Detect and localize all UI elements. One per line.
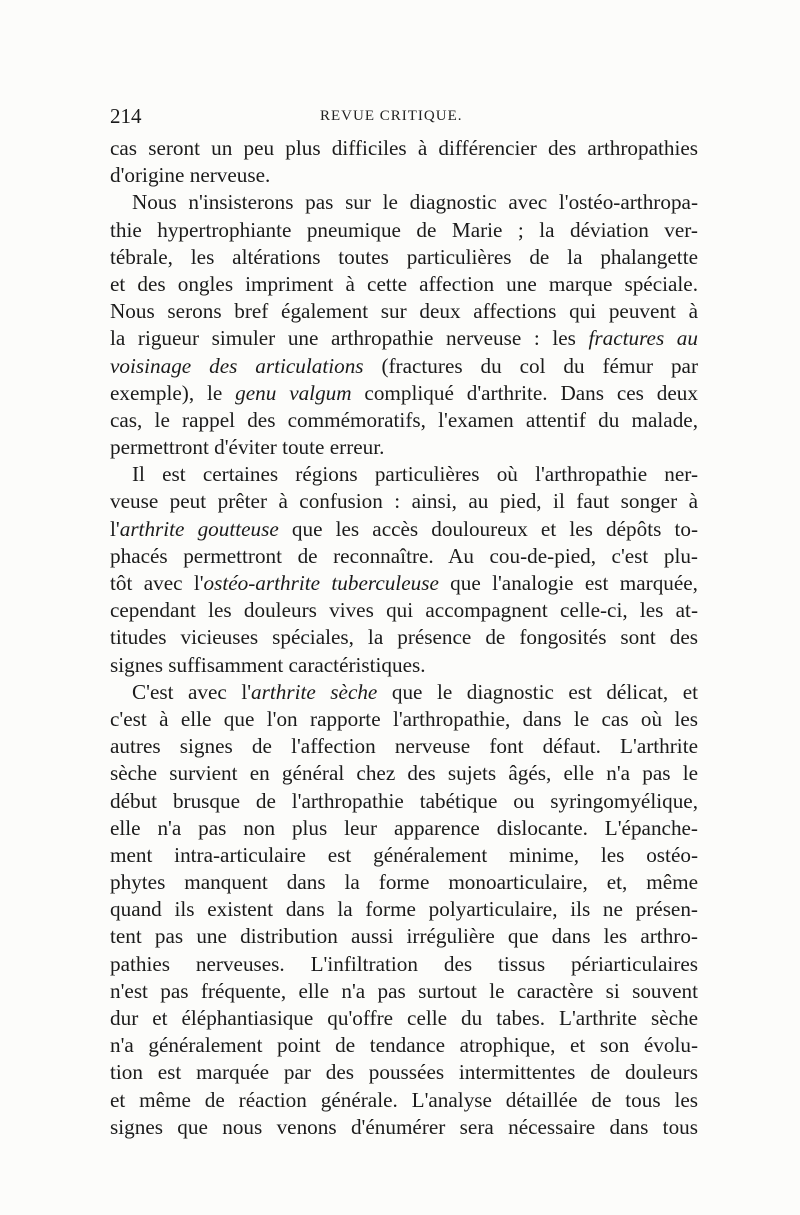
text-line: autres signes de l'affection nerveuse font défaut. L'arthrite [110, 734, 698, 759]
text-line: voisinage des articulations (fractures du col du fémur par [110, 353, 698, 378]
italic-term: genu valgum [235, 380, 352, 405]
text-line: tébrale, les altérations toutes particulières de la phalangette [110, 244, 698, 269]
text-line: titudes vicieuses spéciales, la présence de fongosités sont des [110, 625, 698, 650]
text-line: début brusque de l'arthropathie tabétique ou syringomyélique, [110, 788, 698, 813]
text-line: tôt avec l'ostéo-arthrite tuberculeuse que l'analogie est marquée, [110, 571, 698, 595]
italic-term: arthrite sèche [251, 679, 378, 704]
italic-term: ostéo-arthrite tuberculeuse [203, 571, 439, 595]
text-line: d'origine nerveuse. [110, 163, 271, 188]
page-number: 214 [110, 104, 142, 128]
running-title: REVUE CRITIQUE. [320, 108, 463, 124]
text-line: Il est certaines régions particulières où l'arthropathie ner- [132, 462, 698, 487]
text-line: pathies nerveuses. L'infiltration des tissus périarticulaires [110, 951, 698, 976]
text-line: et même de réaction générale. L'analyse détaillée de tous les [110, 1087, 698, 1112]
text-line: veuse peut prêter à confusion : ainsi, au pied, il faut songer à [110, 489, 698, 514]
text-line: cas seront un peu plus difficiles à différencier des arthropathies [110, 136, 698, 160]
text-line: n'est pas fréquente, elle n'a pas surtout le caractère si souvent [110, 978, 698, 1003]
italic-term: fractures au [588, 326, 698, 351]
text-line: Nous serons bref également sur deux affections qui peuvent à [110, 299, 698, 324]
text-line: sèche survient en général chez des sujets âgés, elle n'a pas le [110, 761, 698, 786]
text-line: elle n'a pas non plus leur apparence dislocante. L'épanche- [110, 815, 698, 840]
text-line: cas, le rappel des commémoratifs, l'examen attentif du malade, [110, 407, 698, 432]
body-text [110, 135, 698, 1141]
text-line: signes que nous venons d'énumérer sera nécessaire dans tous [110, 1114, 698, 1139]
text-line: et des ongles impriment à cette affection une marque spéciale. [110, 271, 698, 296]
text-line: phacés permettront de reconnaître. Au cou-de-pied, c'est plu- [110, 543, 698, 568]
text-line: c'est à elle que l'on rapporte l'arthropathie, dans le cas où les [110, 706, 698, 731]
text-line: tent pas une distribution aussi irrégulière que dans les arthro- [110, 924, 698, 949]
text-line: ment intra-articulaire est généralement minime, les ostéo- [110, 842, 698, 867]
text-line: la rigueur simuler une arthropathie nerveuse : les fractures au [110, 326, 698, 351]
text-line: dur et éléphantiasique qu'offre celle du tabes. L'arthrite sèche [110, 1006, 698, 1030]
page-header [110, 100, 700, 132]
text-line: Nous n'insisterons pas sur le diagnostic avec l'ostéo-arthropa- [132, 190, 698, 215]
text-line: tion est marquée par des poussées intermittentes de douleurs [110, 1060, 698, 1085]
text-line: l'arthrite goutteuse que les accès douloureux et les dépôts to- [110, 516, 698, 541]
italic-term: voisinage des articulations [110, 353, 364, 378]
text-line: permettront d'éviter toute erreur. [110, 435, 385, 460]
text-line: signes suffisamment caractéristiques. [110, 652, 426, 677]
text-line: exemple), le genu valgum compliqué d'arthrite. Dans ces deux [110, 380, 698, 405]
italic-term: arthrite goutteuse [119, 516, 279, 541]
text-line: quand ils existent dans la forme polyarticulaire, ils ne présen- [110, 897, 698, 922]
text-line: C'est avec l'arthrite sèche que le diagnostic est délicat, et [132, 679, 698, 704]
text-line: n'a généralement point de tendance atrophique, et son évolu- [110, 1033, 698, 1058]
text-line: cependant les douleurs vives qui accompagnent celle-ci, les at- [110, 598, 698, 623]
text-line: phytes manquent dans la forme monoarticulaire, et, même [110, 870, 698, 895]
text-line: thie hypertrophiante pneumique de Marie ; la déviation ver- [110, 217, 698, 242]
